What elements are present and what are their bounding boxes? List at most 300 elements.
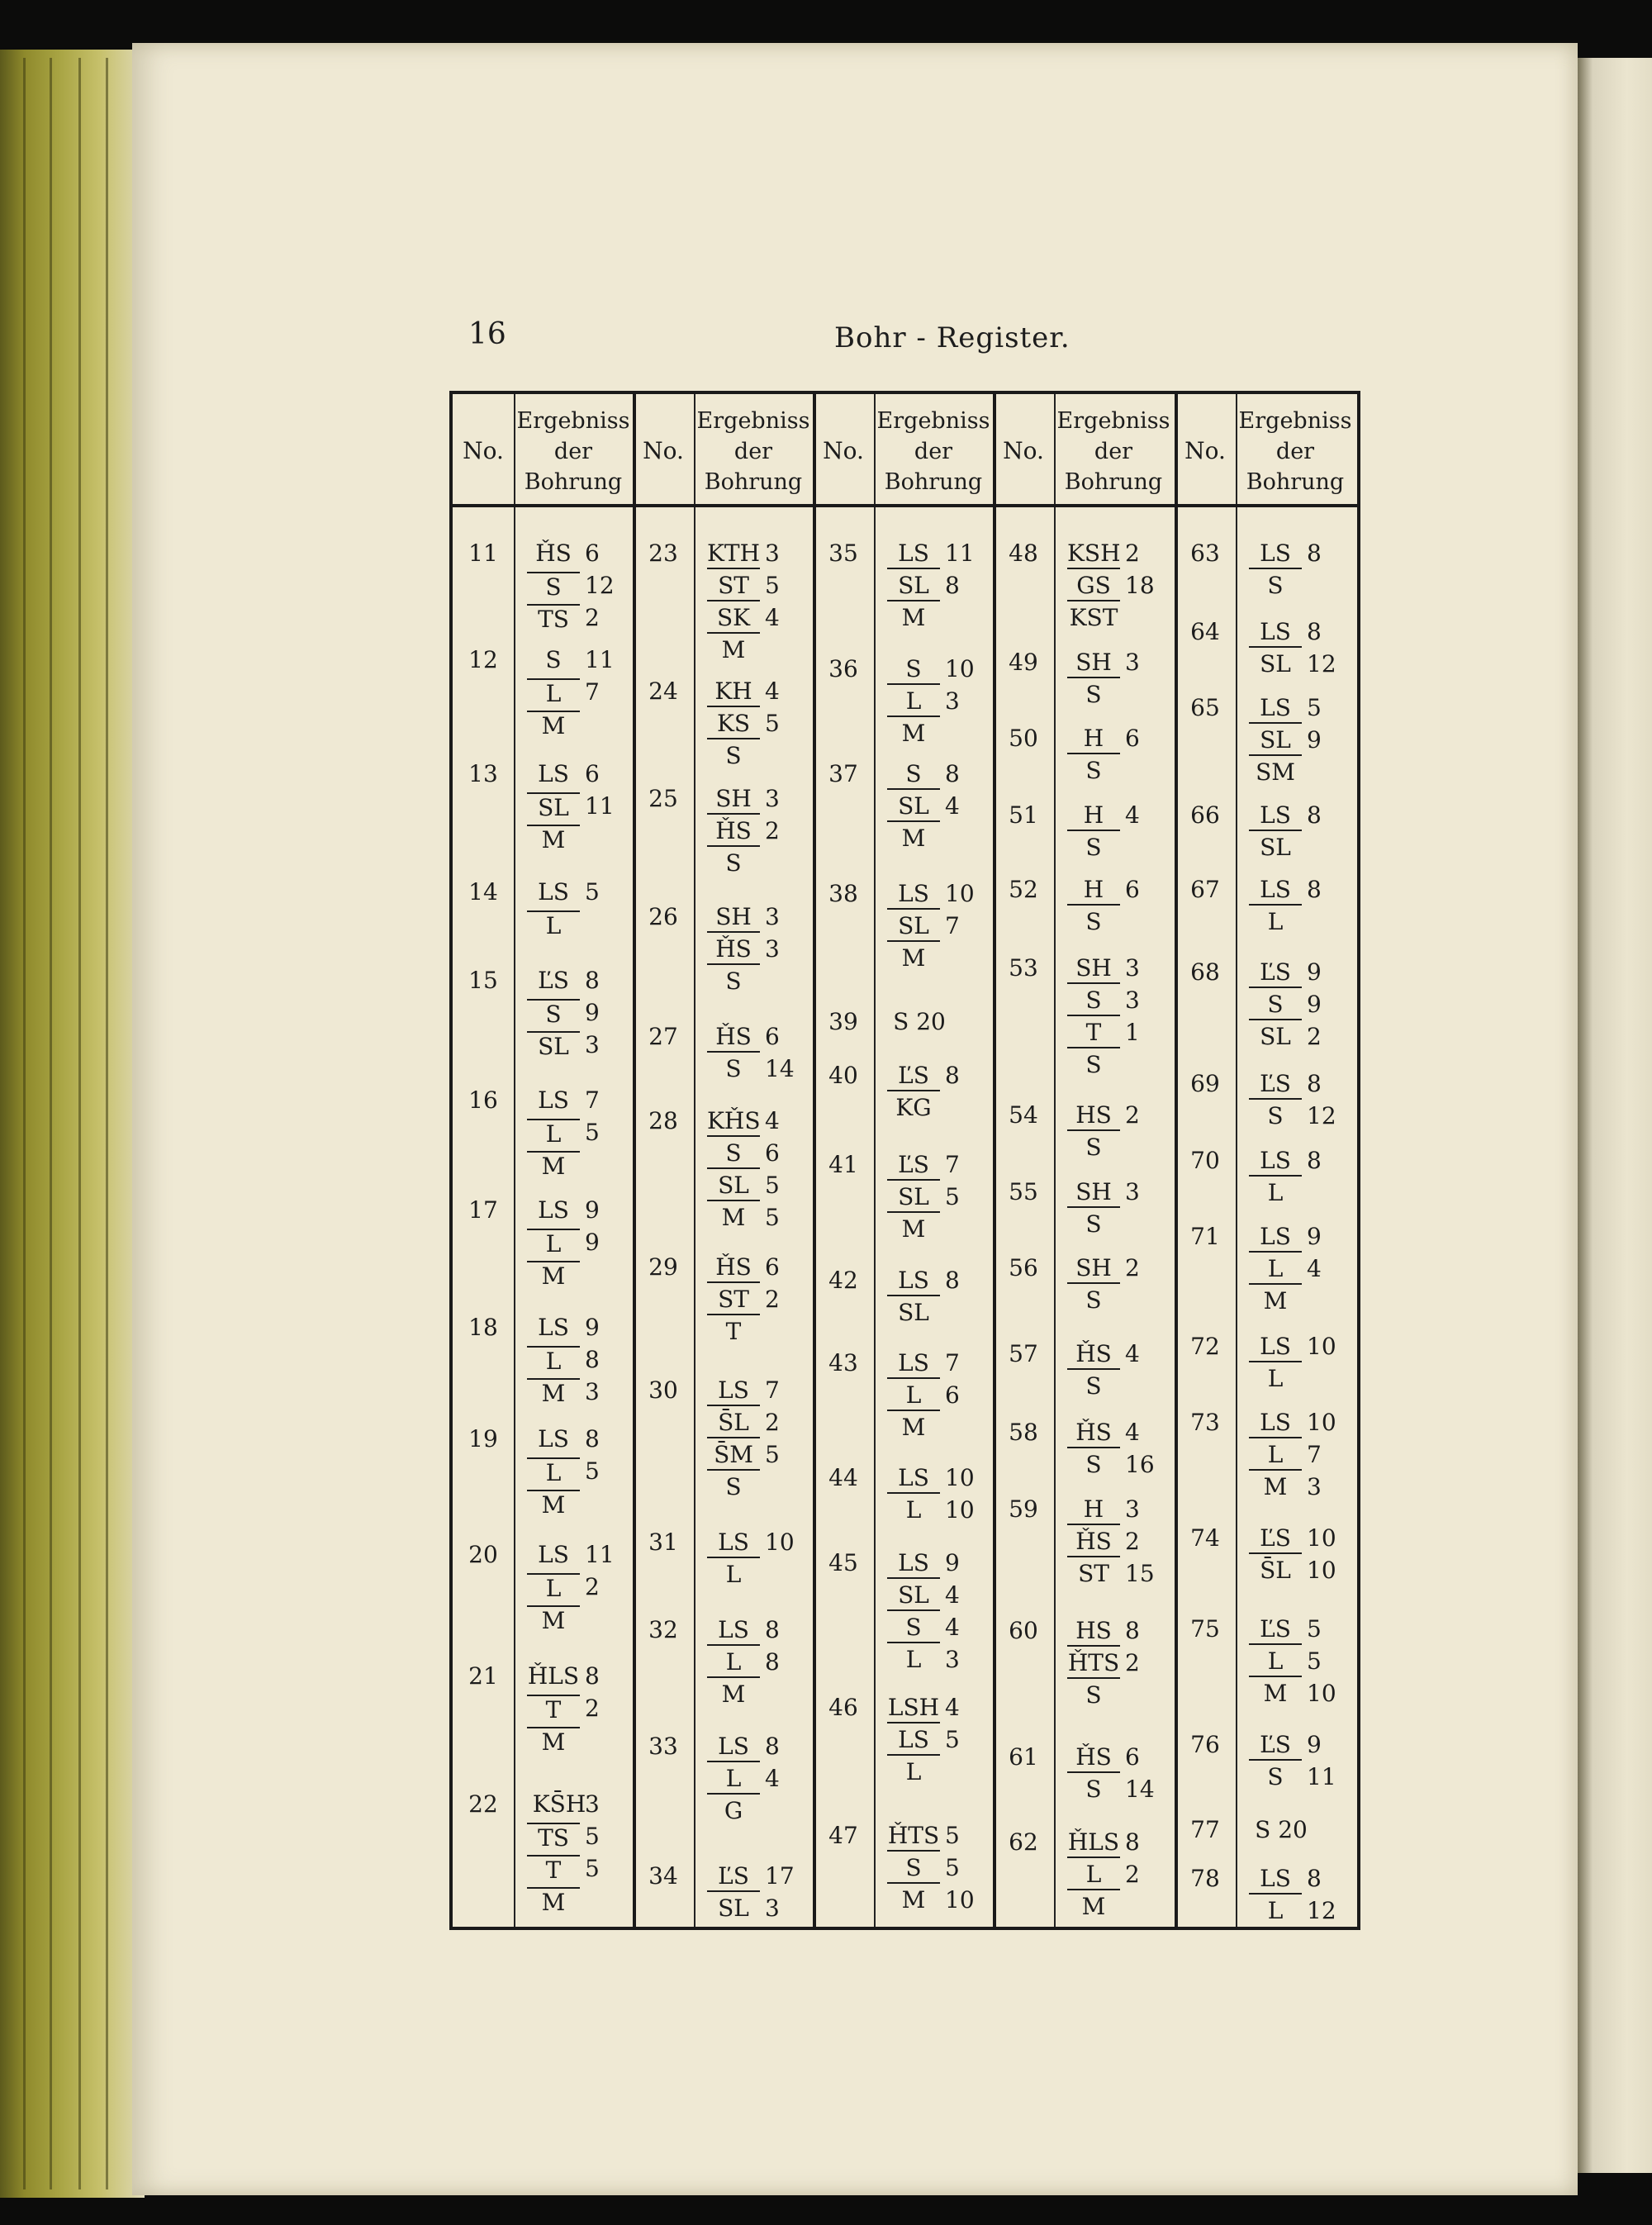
depth-value: 8 [765,1616,780,1643]
depth-value: 3 [1125,649,1140,676]
soil-code: M [721,1681,746,1708]
soil-code: M [527,711,580,740]
entry-number: 63 [1190,540,1220,567]
depth-value: 2 [765,1286,780,1313]
soil-code: ȞS [707,935,760,965]
soil-code: S [1085,908,1102,935]
depth-value: 10 [1307,1333,1336,1360]
depth-value: 2 [585,604,600,631]
soil-code: LS [538,1196,569,1224]
soil-code: H [1067,725,1120,754]
depth-value: 9 [585,1229,600,1256]
depth-value: 4 [765,1107,780,1134]
depth-value: 5 [585,1119,600,1146]
column-separator [694,394,695,1927]
entry-number: 68 [1190,958,1220,986]
entry-number: 71 [1190,1223,1220,1250]
soil-code: S [1085,1451,1102,1478]
depth-value: 10 [1307,1557,1336,1584]
depth-value: 9 [1307,958,1322,986]
page-edge-line [50,58,52,2189]
soil-code: S [1085,1134,1102,1161]
soil-code: S [707,1139,760,1169]
entry-number: 57 [1009,1340,1038,1367]
depth-value: 12 [585,572,615,599]
entry-number: 48 [1009,540,1038,567]
soil-code: M [527,1261,580,1291]
soil-code: SL [1249,726,1302,756]
depth-value: 6 [1125,1743,1140,1771]
depth-value: 17 [765,1862,795,1890]
soil-code: L [725,1561,742,1588]
soil-code: ST [1078,1560,1109,1587]
entry-number: 18 [468,1314,498,1341]
soil-code: LS [1249,801,1302,831]
soil-code: S [1085,834,1102,861]
soil-code: M [527,1378,580,1408]
depth-value: 8 [765,1733,780,1760]
soil-code: TS [527,604,580,634]
depth-value: 5 [765,1441,780,1468]
entry-number: 56 [1009,1254,1038,1281]
soil-code: S [725,849,742,877]
depth-value: 5 [1307,1615,1322,1643]
entry-number: 32 [648,1616,678,1643]
depth-value: 3 [1125,1495,1140,1523]
soil-code: L [527,1457,580,1487]
entry-number: 24 [648,677,678,705]
header-no: No. [463,437,504,464]
depth-value: 8 [1307,801,1322,829]
header-result: Ergebniss der Bohrung [1056,408,1170,495]
soil-code: L [887,687,940,717]
depth-value: 11 [585,1541,615,1568]
soil-code: S [1267,1763,1284,1790]
soil-code: L [905,1758,922,1785]
column-separator [1236,394,1237,1927]
soil-code: LS [887,540,940,569]
depth-value: 6 [1125,876,1140,903]
depth-value: 5 [945,1183,960,1210]
depth-value: 6 [765,1023,780,1050]
soil-code: KS̄H [532,1790,586,1818]
soil-code: LS [707,1376,760,1406]
entry-number: 49 [1009,649,1038,676]
depth-value: 10 [1307,1680,1336,1707]
soil-code: LS [887,880,940,910]
depth-value: 9 [1307,1223,1322,1250]
soil-code: L [1249,1441,1302,1471]
depth-value: 3 [1307,1473,1322,1500]
column-divider [993,394,996,1927]
entry-number: 54 [1009,1101,1038,1129]
page-edge-line [23,58,26,2189]
depth-value: 4 [765,1765,780,1792]
entry-number: 52 [1009,876,1038,903]
soil-code: L [887,1381,940,1411]
soil-code: ȞS [1067,1419,1120,1448]
depth-value: 10 [945,655,975,682]
depth-value: 12 [1307,1897,1336,1924]
soil-code: SH [707,785,760,815]
entry-number: 67 [1190,876,1220,903]
entry-number: 47 [828,1822,858,1849]
depth-value: 5 [585,1823,600,1850]
soil-code: LS [1249,1865,1302,1895]
soil-code: S̄L [1260,1557,1291,1584]
soil-code: LS [1249,876,1302,906]
soil-code: SH [1067,1254,1120,1284]
soil-code: M [527,1605,580,1635]
depth-value: 7 [585,1086,600,1114]
depth-value: 7 [585,678,600,706]
soil-code: KH [707,677,760,707]
depth-value: 8 [1125,1617,1140,1644]
depth-value: 8 [1307,1070,1322,1097]
depth-value: 2 [1307,1023,1322,1050]
soil-code: SL [1260,834,1291,861]
soil-code: M [527,1490,580,1519]
header-result: Ergebniss der Bohrung [1238,408,1352,495]
entry-number: 77 [1190,1816,1220,1843]
soil-code: ȞTS [887,1822,940,1852]
soil-code: L [527,678,580,708]
header-result: Ergebniss der Bohrung [516,408,630,495]
soil-code: M [1263,1287,1288,1315]
soil-code: M [527,1151,580,1181]
depth-value: 2 [1125,1101,1140,1129]
entry-number: 43 [828,1349,858,1376]
soil-code: LS [887,1549,940,1579]
depth-value: 4 [1125,1419,1140,1446]
entry-number: 23 [648,540,678,567]
header-rule [453,504,1357,507]
soil-code: S [1085,1051,1102,1078]
depth-value: 3 [945,687,960,715]
soil-code: ĽS [1249,1731,1302,1761]
page-number: 16 [468,317,506,351]
depth-value: 8 [585,967,600,994]
depth-value: 6 [765,1139,780,1167]
soil-code: LS [707,1616,760,1646]
entry-number: 20 [468,1541,498,1568]
header-result: Ergebniss der Bohrung [876,408,990,495]
soil-code: LS [538,760,569,787]
soil-code: M [1081,1893,1106,1920]
entry-number: 46 [828,1694,858,1721]
entry-number: 75 [1190,1615,1220,1643]
soil-code: SK [707,604,760,634]
entry-number: 35 [828,540,858,567]
soil-code: LS [1249,1223,1302,1253]
soil-code: L [527,1573,580,1603]
entry-number: 21 [468,1662,498,1690]
soil-code: SH [1067,649,1120,678]
soil-code: LS [538,1086,569,1114]
soil-code: H [1067,876,1120,906]
soil-code: L [1267,1897,1284,1924]
soil-code: G [724,1797,743,1824]
entry-number: 64 [1190,618,1220,645]
soil-code: LS [887,1267,940,1296]
soil-code: LS [707,1733,760,1762]
header-no: No. [1003,437,1044,464]
soil-code: L [905,1496,922,1524]
soil-code: KS [707,710,760,739]
column-separator [874,394,876,1927]
depth-value: 9 [585,1314,600,1341]
soil-code: M [901,1414,926,1441]
entry-number: 78 [1190,1865,1220,1892]
depth-value: 8 [585,1662,600,1690]
soil-code: S [1267,1102,1284,1129]
soil-code: SL [718,1895,749,1922]
column-divider [813,394,816,1927]
soil-code: SL [1260,650,1291,677]
entry-number: 42 [828,1267,858,1294]
soil-code: LS [1249,618,1302,648]
soil-code: LS [887,1726,940,1756]
soil-code: LS [538,878,569,906]
soil-code: ĽS [1249,958,1302,988]
soil-code: SL [887,912,940,942]
depth-value: 5 [765,710,780,737]
soil-code: S [725,742,742,769]
soil-code: M [721,1204,746,1231]
depth-value: 8 [1307,1147,1322,1174]
depth-value: 8 [585,1346,600,1373]
entry-number: 29 [648,1253,678,1281]
depth-value: 9 [945,1549,960,1576]
entry-number: 30 [648,1376,678,1404]
depth-value: 4 [945,1694,960,1721]
depth-value: 8 [585,1425,600,1452]
soil-code: H [1067,801,1120,831]
depth-value: 8 [765,1648,780,1676]
soil-code: M [901,1886,926,1914]
entry-number: 51 [1009,801,1038,829]
soil-code: SL [527,1031,580,1061]
soil-code: SL [887,792,940,822]
soil-code: SL [527,792,580,822]
soil-code: S [1085,1372,1102,1400]
soil-code: S̄L [707,1409,760,1438]
depth-value: 7 [945,1151,960,1178]
column-divider [633,394,636,1927]
soil-code: S [527,999,580,1029]
soil-code: ĽS [707,1862,760,1892]
depth-value: 15 [1125,1560,1155,1587]
soil-code: LSH [887,1694,940,1723]
soil-code: L [707,1648,760,1678]
entry-number: 44 [828,1464,858,1491]
page-edge-line [106,58,108,2189]
depth-value: 3 [765,540,780,567]
soil-code: KȞS [707,1107,760,1137]
depth-value: 14 [1125,1776,1155,1803]
soil-code: ȞS [1067,1340,1120,1370]
soil-code: KTH [707,540,760,569]
depth-value: 11 [945,540,975,567]
header-result: Ergebniss der Bohrung [696,408,810,495]
soil-code: S [1085,1210,1102,1238]
soil-code: LS [1249,540,1302,569]
soil-code: SL [887,1581,940,1611]
running-head: Bohr - Register. [834,321,1070,354]
depth-value: 4 [765,604,780,631]
depth-value: 9 [1307,991,1322,1018]
soil-code: SL [887,1183,940,1213]
depth-value: 3 [1125,954,1140,982]
depth-value: 5 [585,1457,600,1485]
entry-number: 55 [1009,1178,1038,1205]
soil-code: LS [538,1425,569,1452]
soil-code: S [1249,991,1302,1020]
depth-value: 10 [1307,1409,1336,1436]
soil-code: SH [1067,954,1120,984]
soil-code: S [725,967,742,995]
entry-number: 45 [828,1549,858,1576]
depth-value: 10 [945,1886,975,1914]
soil-code: SL [898,1299,929,1326]
soil-code: H [1067,1495,1120,1525]
depth-value: 3 [585,1790,600,1818]
depth-value: 5 [945,1822,960,1849]
soil-code: LS [1249,1147,1302,1177]
soil-code: L [527,910,580,940]
depth-value: 2 [585,1695,600,1722]
soil-code: ȞS [707,817,760,847]
soil-code: ĽS [1249,1524,1302,1554]
soil-code: SL [707,1172,760,1201]
entry-number: 62 [1009,1828,1038,1856]
depth-value: 2 [1125,1861,1140,1888]
depth-value: 6 [1125,725,1140,752]
depth-value: 8 [1307,540,1322,567]
depth-value: 8 [1307,876,1322,903]
soil-code: S 20 [893,1008,946,1035]
depth-value: 9 [1307,1731,1322,1758]
depth-value: 3 [585,1378,600,1405]
depth-value: 9 [585,999,600,1026]
entry-number: 16 [468,1086,498,1114]
soil-code: ĽS [887,1062,940,1091]
soil-code: S̄M [707,1441,760,1471]
depth-value: 18 [1125,572,1155,599]
soil-code: S [1085,1776,1102,1803]
depth-value: 7 [945,912,960,939]
soil-code: ȞLS [1067,1828,1120,1858]
depth-value: 3 [945,1646,960,1673]
page-edge-line [78,58,81,2189]
soil-code: T [1067,1019,1120,1048]
soil-code: S [887,760,940,790]
header-no: No. [643,437,684,464]
entry-number: 69 [1190,1070,1220,1097]
depth-value: 11 [1307,1763,1336,1790]
depth-value: 2 [1125,1254,1140,1281]
depth-value: 6 [765,1253,780,1281]
entry-number: 76 [1190,1731,1220,1758]
entry-number: 40 [828,1062,858,1089]
depth-value: 4 [765,677,780,705]
bohr-register-table [449,391,1360,1930]
soil-code: S [1085,1286,1102,1314]
depth-value: 10 [945,1464,975,1491]
depth-value: 6 [585,540,600,567]
entry-number: 70 [1190,1147,1220,1174]
depth-value: 10 [765,1528,795,1556]
soil-code: KSH [1067,540,1120,569]
depth-value: 12 [1307,650,1336,677]
depth-value: 6 [945,1381,960,1409]
depth-value: 2 [765,817,780,844]
soil-code: M [1263,1473,1288,1500]
entry-number: 12 [468,646,498,673]
soil-code: L [527,1119,580,1148]
depth-value: 3 [1125,987,1140,1014]
soil-code: LS [538,1314,569,1341]
soil-code: L [1249,1647,1302,1677]
depth-value: 2 [1125,540,1140,567]
depth-value: 8 [1307,618,1322,645]
soil-code: L [527,1229,580,1258]
soil-code: S [1085,757,1102,784]
soil-code: M [527,1887,580,1917]
column-separator [514,394,515,1927]
entry-number: 39 [828,1008,858,1035]
soil-code: LS [707,1528,760,1558]
soil-code: LS [887,1464,940,1494]
soil-code: S [725,1473,742,1500]
depth-value: 8 [945,760,960,787]
depth-value: 8 [945,1062,960,1089]
entry-number: 66 [1190,801,1220,829]
entry-number: 41 [828,1151,858,1178]
soil-code: S [1267,572,1284,599]
depth-value: 8 [945,1267,960,1294]
depth-value: 10 [1307,1524,1336,1552]
depth-value: 5 [945,1726,960,1753]
depth-value: 16 [1125,1451,1155,1478]
soil-code: ĽS [887,1151,940,1181]
soil-code: ĽS [538,967,569,994]
soil-code: SM [1256,758,1295,786]
depth-value: 8 [1125,1828,1140,1856]
soil-code: LS [538,1541,569,1568]
soil-code: L [527,1346,580,1376]
soil-code: S 20 [1255,1816,1308,1843]
soil-code: ĽS [1249,1070,1302,1100]
depth-value: 5 [945,1854,960,1881]
depth-value: 4 [945,1614,960,1641]
soil-code: ȞS [1067,1528,1120,1557]
depth-value: 8 [945,572,960,599]
depth-value: 5 [1307,694,1322,721]
column-divider [1175,394,1178,1927]
soil-code: ȞS [1067,1743,1120,1773]
depth-value: 7 [945,1349,960,1376]
entry-number: 60 [1009,1617,1038,1644]
soil-code: GS [1067,572,1120,601]
soil-code: L [1267,1179,1284,1206]
entry-number: 65 [1190,694,1220,721]
entry-number: 28 [648,1107,678,1134]
entry-number: 61 [1009,1743,1038,1771]
depth-value: 8 [1307,1865,1322,1892]
soil-code: M [901,944,926,972]
soil-code: LS [1249,1333,1302,1362]
